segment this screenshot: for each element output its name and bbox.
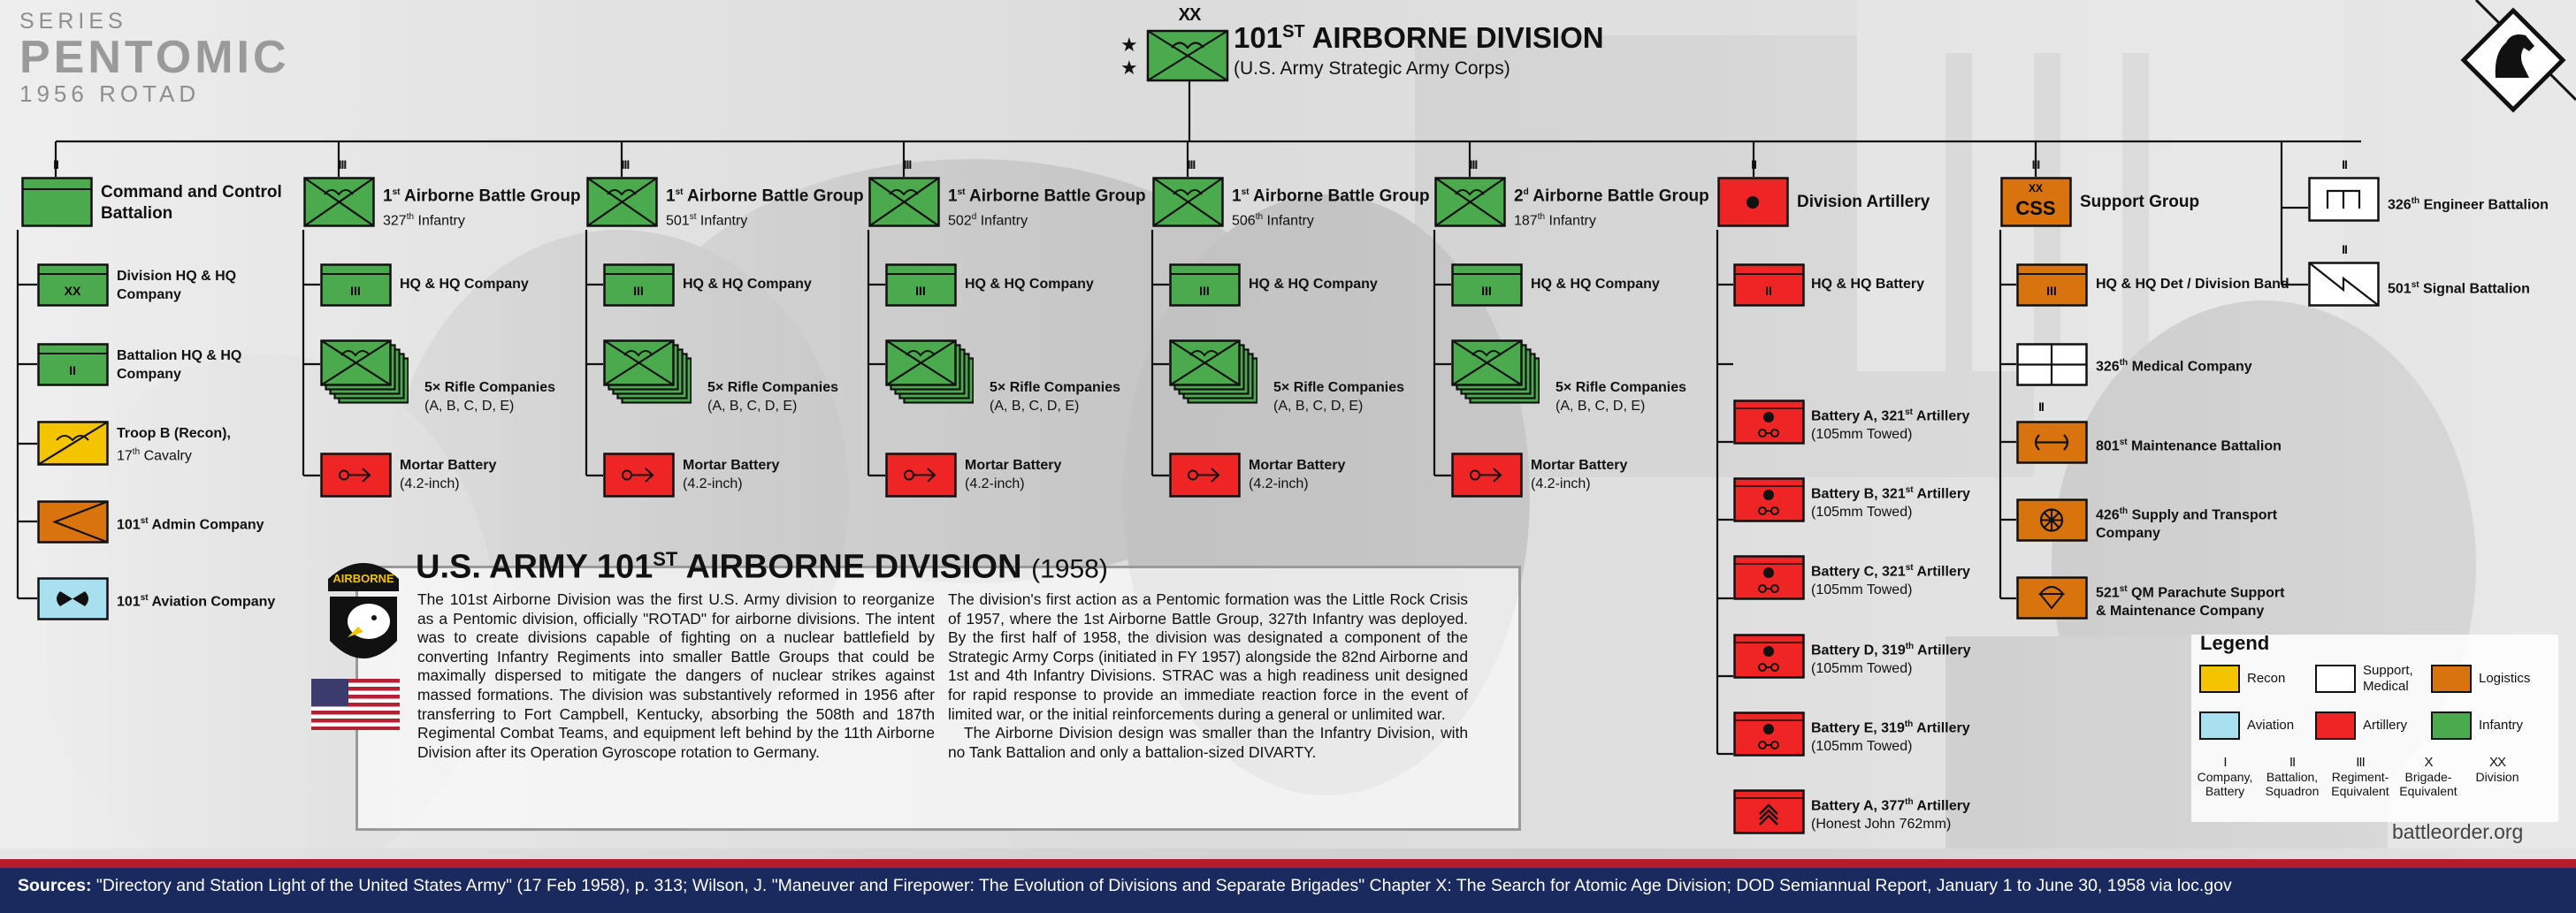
- rifle-companies-symbol: [320, 339, 409, 410]
- artillery-battery-label: Battery D, 319th Artillery (105mm Towed): [1811, 642, 1971, 677]
- engineer-battalion-label: 326th Engineer Battalion: [2388, 196, 2549, 213]
- artillery-hq-symbol: [1733, 263, 1806, 308]
- rifle-companies-label: 5× Rifle Companies (A, B, C, D, E): [707, 380, 839, 414]
- star-icon: ★: [1120, 57, 1138, 80]
- svg-text:AIRBORNE: AIRBORNE: [333, 572, 394, 585]
- legend-swatch: [2431, 711, 2472, 740]
- legend-swatch: [2431, 665, 2472, 693]
- info-title: U.S. ARMY 101ST AIRBORNE DIVISION (1958): [416, 548, 1108, 586]
- battle-group-symbol: [303, 177, 376, 228]
- recon-troop-symbol: [37, 421, 110, 467]
- battle-group-echelon: III: [338, 157, 347, 171]
- bg-hq-symbol: [1169, 263, 1242, 308]
- series-name: PENTOMIC: [19, 32, 290, 83]
- rifle-companies-symbol: [1169, 339, 1257, 410]
- admin-company-label: 101st Admin Company: [117, 516, 264, 533]
- legend-swatch: [2199, 665, 2240, 693]
- division-hq-label: Division HQ & HQ Company: [117, 269, 237, 302]
- battle-group-symbol: [586, 177, 659, 228]
- mortar-battery-label: Mortar Battery (4.2-inch): [400, 458, 497, 491]
- artillery-battery-label: Battery A, 377th Artillery (Honest John 762mm): [1811, 797, 1970, 833]
- mortar-battery-symbol: [320, 453, 393, 498]
- artillery-battery-symbol: [1733, 477, 1806, 523]
- rifle-companies-label: 5× Rifle Companies (A, B, C, D, E): [990, 380, 1121, 414]
- bg-hq-label: HQ & HQ Company: [1249, 277, 1378, 292]
- info-column-1: The 101st Airborne Division was the first U.S. Army division to reorganize as a Pentomic division, officially "ROTAD" for airborne divisions. The intent was to create divisions capable of fighting on a nuclear battlefield by converting Infantry Regiments into smaller Battle Groups that could be maximally dispersed to mitigate the dangers of nuclear strikes against massed formations. The division was substantively reformed in 1956 after transferring to Fort Campbell, Kentucky, absorbing the 508th and 187th Regimental Combat Teams, and equipment left behind by the 11th Airborne Division after its Operation Gyroscope rotation to Germany.: [417, 590, 935, 761]
- svg-text:III: III: [2046, 284, 2057, 298]
- mortar-battery-label: Mortar Battery (4.2-inch): [1531, 458, 1628, 491]
- series-label: SERIES: [19, 9, 127, 34]
- star-icon: ★: [1120, 34, 1138, 57]
- rifle-companies-label: 5× Rifle Companies (A, B, C, D, E): [1556, 380, 1687, 414]
- battle-group-echelon: III: [1187, 157, 1196, 171]
- parachute-support-symbol: [2016, 576, 2089, 620]
- svg-text:II: II: [69, 363, 76, 377]
- svg-text:XX: XX: [64, 284, 81, 298]
- parachute-support-label: 521st QM Parachute Support & Maintenance Company: [2096, 584, 2285, 620]
- command-symbol: [21, 177, 94, 228]
- legend-echelon: X Brigade- Equivalent: [2399, 755, 2458, 798]
- battalion-hq-label: Battalion HQ & HQ Company: [117, 348, 242, 382]
- bg-hq-label: HQ & HQ Company: [965, 277, 1094, 292]
- footer-sources: Sources: "Directory and Station Light of the United States Army" (17 Feb 1958), p. 313; Wilson, J. "Maneuver and Firepower: The Evolution of Divisions and Separate Brigades" Chapter X: The Search for Atomic Age Division; DOD Semiannual Report, January 1 to June 30, 1958 via loc.gov: [18, 876, 2232, 895]
- division-subtitle: (U.S. Army Strategic Army Corps): [1234, 58, 1510, 79]
- artillery-battery-label: Battery C, 321st Artillery (105mm Towed): [1811, 563, 1970, 598]
- mortar-battery-symbol: [885, 453, 958, 498]
- artillery-label: Division Artillery: [1797, 193, 1930, 211]
- legend-label: Infantry: [2479, 718, 2524, 733]
- artillery-battery-symbol: [1733, 634, 1806, 680]
- engineer-battalion-symbol: [2308, 177, 2381, 223]
- legend-echelon: XX Division: [2475, 755, 2519, 784]
- rifle-companies-symbol: [1451, 339, 1540, 410]
- battleorder-logo-icon: [2450, 0, 2576, 126]
- series-heading: [19, 9, 290, 108]
- airborne-patch-icon: [323, 552, 404, 672]
- recon-troop-label: Troop B (Recon), 17th Cavalry: [117, 426, 231, 464]
- battle-group-echelon: III: [903, 157, 912, 171]
- svg-text:III: III: [915, 284, 926, 298]
- division-echelon: XX: [1178, 5, 1201, 25]
- artillery-echelon: II: [1751, 157, 1756, 171]
- maintenance-battalion-symbol: [2016, 421, 2089, 465]
- svg-text:XX: XX: [2028, 182, 2044, 194]
- mortar-battery-label: Mortar Battery (4.2-inch): [683, 458, 780, 491]
- svg-text:III: III: [1481, 284, 1492, 298]
- maintenance-battalion-label: 801st Maintenance Battalion: [2096, 437, 2282, 454]
- supply-transport-symbol: [2016, 498, 2089, 543]
- signal-battalion-symbol: [2308, 262, 2381, 308]
- maintenance-echelon: II: [2038, 399, 2044, 414]
- battle-group-label: 1st Airborne Battle Group 506th Infantry: [1232, 186, 1430, 229]
- legend-swatch: [2315, 665, 2356, 693]
- svg-text:II: II: [1765, 284, 1772, 298]
- command-label: Command and Control Battalion: [101, 183, 282, 223]
- svg-text:III: III: [350, 284, 361, 298]
- legend-label: Logistics: [2479, 671, 2531, 686]
- battle-group-label: 2$^d$ Airborne Battle Group 187th Infantry: [1514, 186, 1709, 229]
- medical-company-label: 326th Medical Company: [2096, 358, 2252, 375]
- svg-text:CSS: CSS: [2015, 197, 2056, 219]
- battle-group-label: 1st Airborne Battle Group 502$^d$ Infantry: [948, 186, 1146, 229]
- signal-echelon: II: [2342, 242, 2347, 256]
- bg-hq-symbol: [320, 263, 393, 308]
- legend-label: Support, Medical: [2363, 663, 2413, 694]
- aviation-company-symbol: [37, 577, 110, 621]
- legend-label: Artillery: [2363, 718, 2408, 733]
- site-url: battleorder.org: [2392, 820, 2524, 843]
- artillery-battery-symbol: [1733, 399, 1806, 445]
- mortar-battery-symbol: [603, 453, 676, 498]
- legend-title: Legend: [2200, 632, 2270, 654]
- battalion-hq-symbol: [37, 343, 110, 387]
- support-hq-label: HQ & HQ Det / Division Band: [2096, 277, 2289, 292]
- legend-echelon: III Regiment- Equivalent: [2331, 755, 2389, 798]
- division-stars-and-symbol: [1120, 28, 1235, 83]
- battle-group-symbol: [1152, 177, 1225, 228]
- support-echelon: III: [2031, 157, 2040, 171]
- legend-swatch: [2199, 711, 2240, 740]
- us-flag-icon: [311, 679, 400, 730]
- legend-echelon: II Battalion, Squadron: [2265, 755, 2320, 798]
- medical-company-symbol: [2016, 343, 2089, 387]
- battle-group-echelon: III: [621, 157, 630, 171]
- artillery-battery-symbol: [1733, 555, 1806, 601]
- support-hq-symbol: [2016, 263, 2089, 308]
- legend-echelon: I Company, Battery: [2197, 755, 2253, 798]
- artillery-battery-symbol: [1733, 711, 1806, 757]
- battle-group-label: 1st Airborne Battle Group 501st Infantry: [666, 186, 864, 229]
- supply-transport-label: 426th Supply and Transport Company: [2096, 506, 2278, 542]
- rifle-companies-label: 5× Rifle Companies (A, B, C, D, E): [1273, 380, 1405, 414]
- mortar-battery-symbol: [1451, 453, 1524, 498]
- svg-text:III: III: [633, 284, 644, 298]
- rifle-companies-label: 5× Rifle Companies (A, B, C, D, E): [424, 380, 556, 414]
- bg-hq-symbol: [603, 263, 676, 308]
- series-sub: 1956 ROTAD: [19, 80, 201, 107]
- legend-swatch: [2315, 711, 2356, 740]
- battle-group-echelon: III: [1469, 157, 1478, 171]
- division-hq-symbol: [37, 263, 110, 308]
- bg-hq-symbol: [885, 263, 958, 308]
- artillery-symbol: [1717, 177, 1790, 228]
- artillery-battery-label: Battery E, 319th Artillery (105mm Towed): [1811, 719, 1970, 755]
- bg-hq-symbol: [1451, 263, 1524, 308]
- rifle-companies-symbol: [885, 339, 974, 410]
- artillery-battery-label: Battery A, 321st Artillery (105mm Towed): [1811, 407, 1970, 443]
- command-echelon: II: [53, 157, 58, 171]
- support-symbol: [2000, 177, 2073, 228]
- battle-group-symbol: [1434, 177, 1507, 228]
- bg-hq-label: HQ & HQ Company: [683, 277, 812, 292]
- division-title: 101ST AIRBORNE DIVISION: [1234, 21, 1604, 54]
- aviation-company-label: 101st Aviation Company: [117, 593, 276, 610]
- engineer-echelon: II: [2342, 157, 2347, 171]
- legend-label: Recon: [2247, 671, 2286, 686]
- mortar-battery-label: Mortar Battery (4.2-inch): [965, 458, 1062, 491]
- artillery-battery-symbol: [1733, 789, 1806, 835]
- info-column-2: The division's first action as a Pentomic formation was the Little Rock Crisis of 1957, where the 1st Airborne Battle Group, 327th Infantry was deployed. By the first half of 1958, the division was designated a component of the Strategic Army Corps (initiated in FY 1957) alongside the 82nd Airborne and 1st and 4th Infantry Divisions. STRAC was a high readiness unit designed for rapid response to provide an immediate reaction force in the event of limited war, or the initial reinforcements during a general or unlimited war. The Airborne Division design was smaller than the Infantry Division, with no Tank Battalion and only a battalion-sized DIVARTY.: [948, 590, 1468, 761]
- mortar-battery-label: Mortar Battery (4.2-inch): [1249, 458, 1346, 491]
- battle-group-label: 1st Airborne Battle Group 327th Infantry: [383, 186, 581, 229]
- legend-label: Aviation: [2247, 718, 2295, 733]
- signal-battalion-label: 501st Signal Battalion: [2388, 280, 2530, 297]
- support-label: Support Group: [2080, 193, 2200, 211]
- svg-text:III: III: [1199, 284, 1210, 298]
- admin-company-symbol: [37, 500, 110, 544]
- battle-group-symbol: [868, 177, 941, 228]
- bg-hq-label: HQ & HQ Company: [1531, 277, 1660, 292]
- rifle-companies-symbol: [603, 339, 692, 410]
- bg-hq-label: HQ & HQ Company: [400, 277, 529, 292]
- artillery-hq-label: HQ & HQ Battery: [1811, 277, 1925, 292]
- artillery-battery-label: Battery B, 321st Artillery (105mm Towed): [1811, 485, 1970, 521]
- mortar-battery-symbol: [1169, 453, 1242, 498]
